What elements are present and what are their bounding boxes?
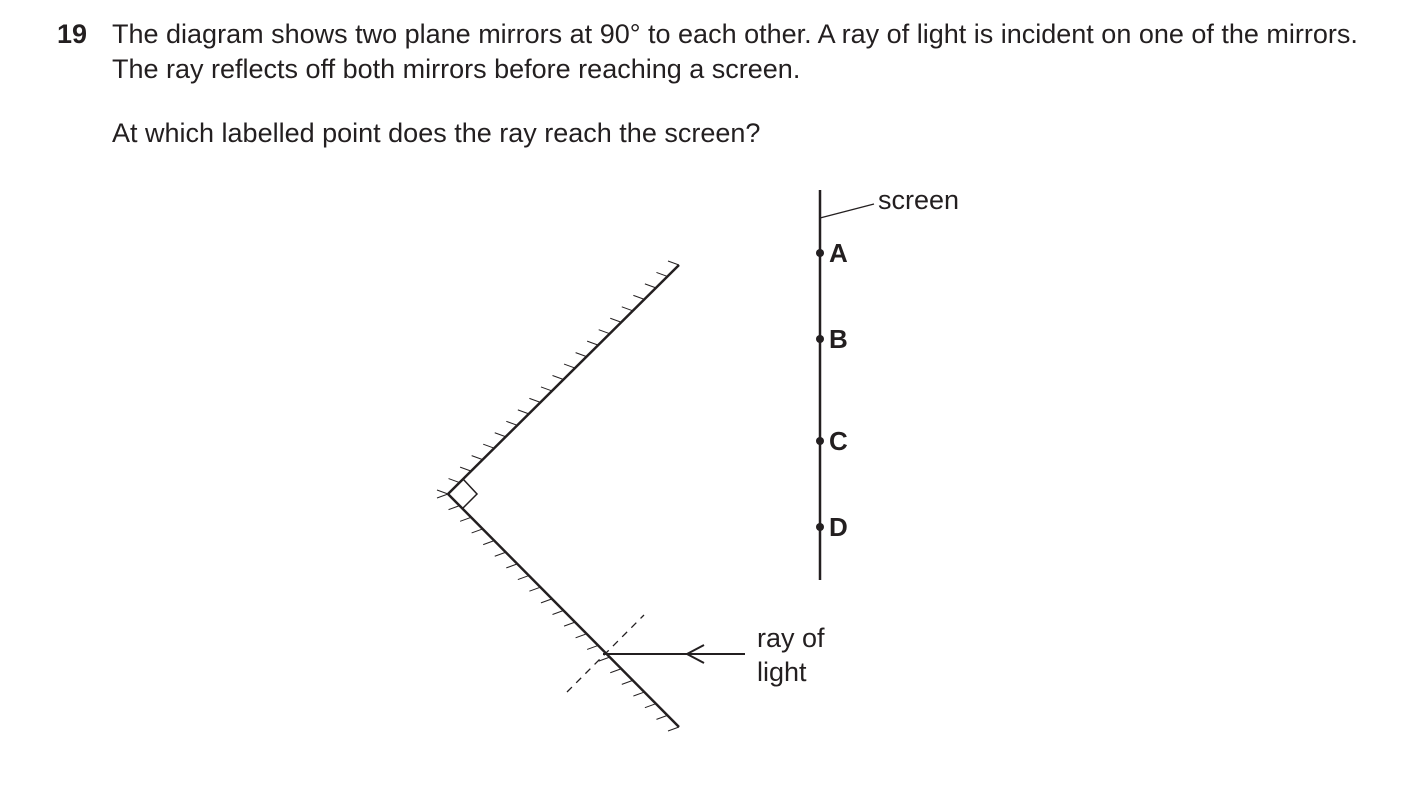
hatch-mark bbox=[576, 634, 587, 638]
hatch-mark bbox=[506, 564, 517, 568]
hatch-mark bbox=[541, 599, 552, 603]
hatch-mark bbox=[587, 341, 598, 345]
hatch-mark bbox=[529, 587, 540, 591]
lower-mirror-hatching bbox=[437, 494, 679, 731]
hatch-mark bbox=[472, 529, 483, 533]
hatch-mark bbox=[506, 421, 517, 425]
upper-mirror bbox=[448, 265, 679, 494]
hatch-mark bbox=[610, 669, 621, 673]
hatch-mark bbox=[656, 715, 667, 719]
hatch-mark bbox=[483, 541, 494, 545]
hatch-mark bbox=[472, 456, 483, 460]
point-c-marker bbox=[816, 437, 824, 445]
hatch-mark bbox=[553, 611, 564, 615]
hatch-mark bbox=[564, 622, 575, 626]
point-c-label: C bbox=[829, 426, 848, 456]
upper-mirror-hatching bbox=[437, 261, 679, 494]
hatch-mark bbox=[633, 692, 644, 696]
hatch-mark bbox=[553, 376, 564, 380]
hatch-mark bbox=[449, 479, 460, 483]
screen-label-leader bbox=[820, 204, 874, 218]
hatch-mark bbox=[599, 657, 610, 661]
hatch-mark bbox=[645, 284, 656, 288]
hatch-mark bbox=[437, 494, 448, 498]
point-b-marker bbox=[816, 335, 824, 343]
point-a-label: A bbox=[829, 238, 848, 268]
question-number: 19 bbox=[57, 19, 88, 49]
ray-label-line1: ray of bbox=[757, 623, 825, 653]
hatch-mark bbox=[541, 387, 552, 391]
hatch-mark bbox=[437, 490, 448, 494]
hatch-mark bbox=[518, 410, 529, 414]
ray-label-line2: light bbox=[757, 657, 807, 687]
point-b-label: B bbox=[829, 324, 848, 354]
hatch-mark bbox=[460, 517, 471, 521]
hatch-mark bbox=[599, 330, 610, 334]
point-d-marker bbox=[816, 523, 824, 531]
hatch-mark bbox=[656, 272, 667, 276]
screen-label: screen bbox=[878, 185, 960, 215]
hatch-mark bbox=[460, 467, 471, 471]
question-prompt: At which labelled point does the ray reach the screen? bbox=[112, 118, 761, 148]
point-d-label: D bbox=[829, 512, 848, 542]
hatch-mark bbox=[495, 552, 506, 556]
question-text: The diagram shows two plane mirrors at 90° to each other. A ray of light is incident on one of the mirrors. The ray reflects off both mirrors before reaching a screen. bbox=[112, 19, 1358, 84]
hatch-mark bbox=[610, 318, 621, 322]
hatch-mark bbox=[449, 506, 460, 510]
hatch-mark bbox=[483, 444, 494, 448]
hatch-mark bbox=[668, 727, 679, 731]
hatch-mark bbox=[495, 433, 506, 437]
hatch-mark bbox=[564, 364, 575, 368]
hatch-mark bbox=[645, 704, 656, 708]
lower-mirror bbox=[448, 494, 679, 727]
hatch-mark bbox=[518, 576, 529, 580]
point-a-marker bbox=[816, 249, 824, 257]
hatch-mark bbox=[622, 680, 633, 684]
hatch-mark bbox=[622, 307, 633, 311]
hatch-mark bbox=[668, 261, 679, 265]
right-angle-marker bbox=[462, 479, 477, 509]
hatch-mark bbox=[529, 398, 540, 402]
hatch-mark bbox=[587, 645, 598, 649]
hatch-mark bbox=[633, 295, 644, 299]
hatch-mark bbox=[576, 353, 587, 357]
